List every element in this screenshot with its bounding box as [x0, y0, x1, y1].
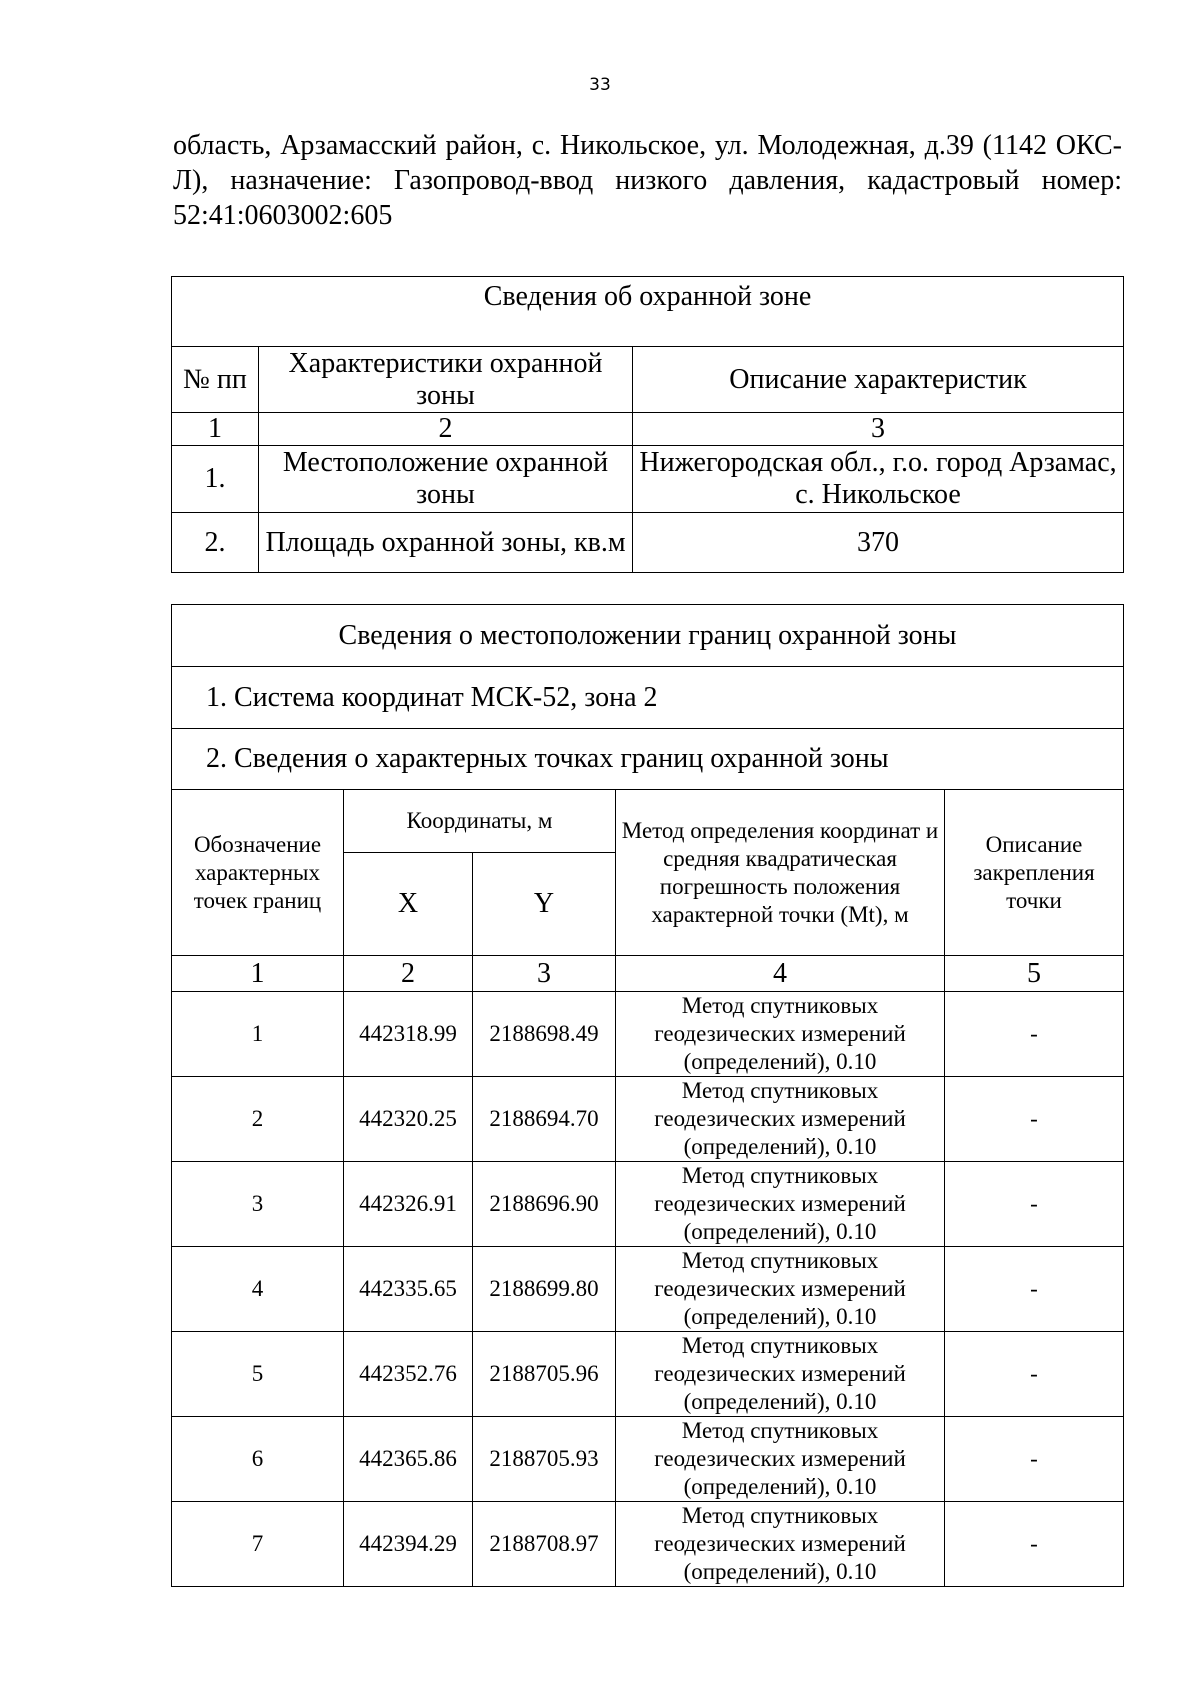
- point-fixing: -: [945, 1077, 1124, 1162]
- point-number: 3: [172, 1162, 344, 1247]
- column-number: 3: [633, 413, 1124, 446]
- method-line: (определений), 0.10: [683, 1049, 877, 1074]
- zone-table-title: Сведения об охранной зоне: [172, 277, 1124, 347]
- table-row: [172, 446, 1124, 513]
- header-fixing: Описание закрепления точки: [945, 790, 1124, 956]
- row-characteristic: Местоположение охранной зоны: [259, 446, 633, 513]
- column-number: 5: [945, 956, 1124, 992]
- method-line: (определений), 0.10: [683, 1134, 877, 1159]
- method-line: (определений), 0.10: [683, 1474, 877, 1499]
- method-line: Метод спутниковых: [681, 1248, 879, 1273]
- column-number: 2: [344, 956, 473, 992]
- method-line: Метод спутниковых: [681, 1333, 879, 1358]
- point-x: 442326.91: [344, 1162, 473, 1247]
- table-row: [172, 1247, 1124, 1332]
- column-number: 2: [259, 413, 633, 446]
- method-line: (определений), 0.10: [683, 1389, 877, 1414]
- point-number: 4: [172, 1247, 344, 1332]
- point-fixing: -: [945, 992, 1124, 1077]
- method-line: геодезических измерений: [654, 1446, 906, 1471]
- boundary-points-table: [171, 604, 1124, 1587]
- point-fixing: -: [945, 1162, 1124, 1247]
- table-row: [172, 1332, 1124, 1417]
- method-line: (определений), 0.10: [683, 1219, 877, 1244]
- points-table-title: Сведения о местоположении границ охранной зоны: [172, 605, 1124, 667]
- column-number: 1: [172, 413, 259, 446]
- method-line: геодезических измерений: [654, 1191, 906, 1216]
- point-y: 2188696.90: [473, 1162, 616, 1247]
- header-designation: Обозначение характерных точек границ: [172, 790, 344, 956]
- page-number: 33: [589, 75, 611, 95]
- method-line: геодезических измерений: [654, 1106, 906, 1131]
- row-description: Нижегородская обл., г.о. город Арзамас, с. Никольское: [633, 446, 1124, 513]
- point-number: 1: [172, 992, 344, 1077]
- point-y: 2188699.80: [473, 1247, 616, 1332]
- method-line: геодезических измерений: [654, 1361, 906, 1386]
- method-line: геодезических измерений: [654, 1276, 906, 1301]
- point-y: 2188694.70: [473, 1077, 616, 1162]
- header-x: X: [344, 853, 473, 956]
- point-y: 2188708.97: [473, 1502, 616, 1587]
- point-method: [616, 1417, 945, 1502]
- table-row: [172, 1162, 1124, 1247]
- point-number: 7: [172, 1502, 344, 1587]
- point-y: 2188698.49: [473, 992, 616, 1077]
- row-number: 2.: [172, 513, 259, 573]
- point-fixing: -: [945, 1417, 1124, 1502]
- table-row: [172, 513, 1124, 573]
- points-heading: 2. Сведения о характерных точках границ охранной зоны: [172, 729, 1124, 790]
- column-number: 1: [172, 956, 344, 992]
- protection-zone-table: [171, 276, 1124, 573]
- column-number: 4: [616, 956, 945, 992]
- point-number: 6: [172, 1417, 344, 1502]
- header-coordinates: Координаты, м: [344, 790, 616, 853]
- method-line: Метод спутниковых: [681, 1418, 879, 1443]
- point-x: 442318.99: [344, 992, 473, 1077]
- point-x: 442394.29: [344, 1502, 473, 1587]
- row-description: 370: [633, 513, 1124, 573]
- table-row: [172, 1077, 1124, 1162]
- intro-paragraph: область, Арзамасский район, с. Никольское, ул. Молодежная, д.39 (1142 ОКС-Л), назначение: Газопровод-ввод низкого давления, кадастровый номер: 52:41:0603002:605: [173, 130, 1122, 231]
- method-line: геодезических измерений: [654, 1021, 906, 1046]
- point-fixing: -: [945, 1332, 1124, 1417]
- column-number: 3: [473, 956, 616, 992]
- header-y: Y: [473, 853, 616, 956]
- method-line: Метод спутниковых: [681, 993, 879, 1018]
- point-fixing: -: [945, 1247, 1124, 1332]
- point-method: [616, 992, 945, 1077]
- header-method: Метод определения координат и средняя квадратическая погрешность положения характерной точки (Mt), м: [616, 790, 945, 956]
- point-y: 2188705.96: [473, 1332, 616, 1417]
- table-row: [172, 1417, 1124, 1502]
- point-method: [616, 1502, 945, 1587]
- point-number: 5: [172, 1332, 344, 1417]
- point-x: 442365.86: [344, 1417, 473, 1502]
- header-description: Описание характеристик: [633, 347, 1124, 413]
- point-fixing: -: [945, 1502, 1124, 1587]
- point-y: 2188705.93: [473, 1417, 616, 1502]
- method-line: (определений), 0.10: [683, 1559, 877, 1584]
- coordinate-system: 1. Система координат МСК-52, зона 2: [172, 667, 1124, 729]
- row-number: 1.: [172, 446, 259, 513]
- row-characteristic: Площадь охранной зоны, кв.м: [259, 513, 633, 573]
- point-method: [616, 1077, 945, 1162]
- point-x: 442352.76: [344, 1332, 473, 1417]
- point-method: [616, 1332, 945, 1417]
- point-number: 2: [172, 1077, 344, 1162]
- point-method: [616, 1247, 945, 1332]
- point-x: 442335.65: [344, 1247, 473, 1332]
- method-line: Метод спутниковых: [681, 1163, 879, 1188]
- method-line: (определений), 0.10: [683, 1304, 877, 1329]
- header-characteristics: Характеристики охранной зоны: [259, 347, 633, 413]
- table-row: [172, 992, 1124, 1077]
- table-row: [172, 1502, 1124, 1587]
- method-line: геодезических измерений: [654, 1531, 906, 1556]
- point-x: 442320.25: [344, 1077, 473, 1162]
- method-line: Метод спутниковых: [681, 1503, 879, 1528]
- point-method: [616, 1162, 945, 1247]
- header-number: № пп: [172, 347, 259, 413]
- method-line: Метод спутниковых: [681, 1078, 879, 1103]
